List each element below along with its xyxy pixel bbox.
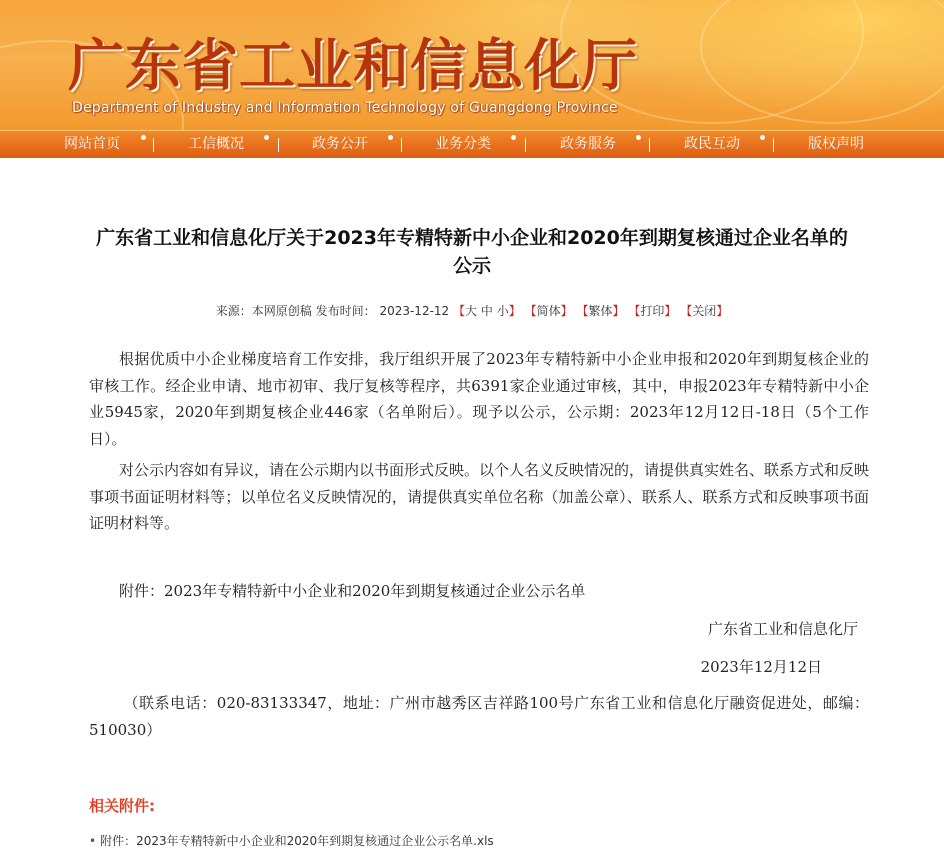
nav-separator	[278, 138, 279, 152]
nav-item-business[interactable]: 业务分类	[435, 136, 491, 152]
nav-item-overview[interactable]: 工信概况	[188, 136, 244, 152]
bracket: 】	[508, 304, 521, 318]
nav-separator	[153, 138, 154, 152]
bullet-icon: •	[89, 834, 97, 848]
nav-bullet	[760, 135, 765, 140]
font-size-large-link[interactable]: 大	[465, 304, 478, 318]
body-paragraph: 根据优质中小企业梯度培育工作安排，我厅组织开展了2023年专精特新中小企业申报和2020年到期复核企业的审核工作。经企业申请、地市初审、我厅复核等程序，共6391家企业通过审核，其中，申报2023年专精特新中小企业5945家，2020年到期复核企业446家（名单附后）。现予以公示，公示期：2023年12月12日-18日（5个工作日）。	[89, 350, 869, 448]
nav-separator	[773, 138, 774, 152]
nav-item-interaction[interactable]: 政民互动	[684, 136, 740, 152]
main-nav	[0, 130, 944, 158]
source-label: 来源：	[215, 304, 252, 318]
issue-date: 2023年12月12日	[700, 658, 822, 676]
related-attachments-heading: 相关附件:	[89, 797, 155, 815]
nav-bullet	[388, 135, 393, 140]
issuer-signature: 广东省工业和信息化厅	[707, 620, 858, 638]
body-paragraph: 对公示内容如有异议，请在公示期内以书面形式反映。以个人名义反映情况的，请提供真实姓名、联系方式和反映事项书面证明材料等；以单位名义反映情况的，请提供真实单位名称（加盖公章）、联系人、联系方式和反映事项书面证明材料等。	[89, 461, 870, 532]
bracket: 】	[716, 304, 729, 318]
simplified-link[interactable]: 简体	[536, 304, 561, 318]
nav-bullet	[636, 135, 641, 140]
list-item	[89, 832, 494, 850]
site-subtitle: Department of Industry and Information Technology of Guangdong Province	[72, 100, 618, 116]
bracket: 】	[664, 304, 677, 318]
nav-separator	[525, 138, 526, 152]
contact-info: （联系电话：020-83133347，地址：广州市越秀区吉祥路100号广东省工业和信息化厅融资促进处，邮编：510030）	[89, 694, 869, 739]
font-size-medium-link[interactable]: 中	[480, 304, 493, 318]
site-banner	[0, 0, 944, 130]
attachment-download-link[interactable]: 附件：2023年专精特新中小企业和2020年到期复核通过企业公示名单.xls	[100, 834, 494, 848]
article-title: 广东省工业和信息化厅关于2023年专精特新中小企业和2020年到期复核通过企业名单的公示	[96, 227, 848, 277]
bracket: 】	[612, 304, 625, 318]
nav-separator	[649, 138, 650, 152]
nav-bullet	[511, 135, 516, 140]
source-value: 本网原创稿	[251, 304, 312, 318]
article-meta	[0, 302, 944, 320]
publish-date: 2023-12-12	[379, 304, 450, 318]
close-link[interactable]: 关闭	[692, 304, 717, 318]
publish-label: 发布时间：	[315, 304, 376, 318]
nav-item-services[interactable]: 政务服务	[560, 136, 616, 152]
nav-bullet	[264, 135, 269, 140]
nav-item-home[interactable]: 网站首页	[64, 136, 120, 152]
nav-bullet	[141, 135, 146, 140]
nav-item-gov-affairs[interactable]: 政务公开	[312, 136, 368, 152]
bracket: 】	[560, 304, 573, 318]
nav-separator	[401, 138, 402, 152]
site-title: 广东省工业和信息化厅	[68, 34, 638, 99]
traditional-link[interactable]: 繁体	[588, 304, 613, 318]
bracket: 【	[524, 304, 537, 318]
attachment-note: 附件：2023年专精特新中小企业和2020年到期复核通过企业公示名单	[119, 582, 586, 600]
font-size-small-link[interactable]: 小	[496, 304, 509, 318]
bracket: 【	[628, 304, 641, 318]
attachment-list	[89, 832, 494, 850]
nav-item-copyright[interactable]: 版权声明	[808, 136, 864, 152]
print-link[interactable]: 打印	[640, 304, 665, 318]
bracket: 【	[576, 304, 589, 318]
bracket: 【	[680, 304, 693, 318]
bracket: 【	[453, 304, 466, 318]
